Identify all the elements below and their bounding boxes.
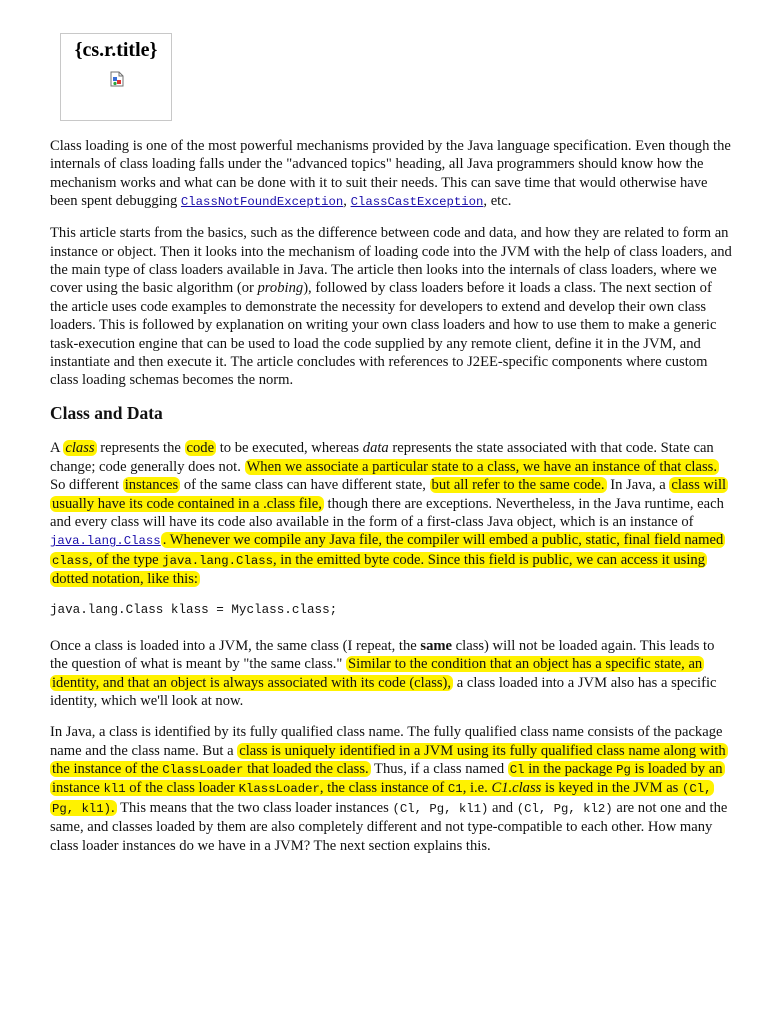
highlight: class is uniquely identified in a JVM using its fully qualified class name along with the instance of the ClassLoader that loaded the class. — [52, 742, 726, 777]
highlight: class will usually have its code contained in a .class file, — [52, 477, 727, 512]
link-java-lang-class[interactable]: java.lang.Class — [50, 534, 161, 549]
link-classnotfoundexception[interactable]: ClassNotFoundException — [180, 195, 344, 210]
highlight: When we associate a particular state to a class, we have an instance of that class. — [246, 458, 717, 475]
highlight: . Whenever we compile any Java file, the compiler will embed a public, static, final field named class, of the type java.lang.Class, in the emitted byte code. Since this field is public, we can access it using dotted notation, like this: — [52, 532, 724, 588]
code-example: java.lang.Class klass = Myclass.class; — [50, 603, 338, 618]
title-image-box — [60, 33, 172, 121]
article-body — [50, 137, 732, 868]
highlight: but all refer to the same code. — [431, 477, 605, 494]
highlight: code — [186, 440, 215, 457]
identity-paragraph: In Java, a class is identified by its fully qualified class name. The fully qualified class name consists of the package name and the class name. But a class is uniquely identified in a JVM using its fully qualified class name along with the instance of the ClassLoader that loaded the class. Thus, if a class named Cl in the package Pg is loaded by an instance kl1 of the class loader KlassLoader, the class instance of C1, i.e. C1.class is keyed in the JVM as (Cl, Pg, kl1). This means that the two class loader instances (Cl, Pg, kl1) and (Cl, Pg, kl2) are not one and the same, and classes loaded by them are also completely different and not type-compatible to each other. How many class loader instances do we have in a JVM? The next section explains this. — [50, 724, 728, 854]
highlight: Similar to the condition that an object has a specific state, an identity, and that an object is always associated with its code (class), — [52, 656, 703, 691]
highlight: class — [65, 440, 95, 457]
article-title: {cs.r.title} — [74, 39, 158, 61]
broken-image-icon — [110, 71, 124, 87]
highlight: Cl in the package Pg is loaded by an instance kl1 of the class loader KlassLoader, the class instance of C1, i.e. C1.class is keyed in the JVM as (Cl, Pg, kl1). — [52, 760, 723, 816]
intro-paragraph-1: Class loading is one of the most powerful mechanisms provided by the Java language specification. Even though the internals of class loading falls under the "advanced topics" heading, all Java programmers should know how the mechanism works and what can be done with it to suit their needs. This can save time that would otherwise have been spent debugging ClassNotFoundException, ClassCastException, etc. — [50, 138, 731, 210]
class-data-paragraph: A class represents the code to be executed, whereas data represents the state associated with that code. State can change; code generally does not. When we associate a particular state to a class, we have an instance of that class. So different instances of the same class can have different state, but all refer to the same code. In Java, a class will usually have its code contained in a .class file, though there are exceptions. Nevertheless, in the Java runtime, each and every class will have its code also available in the form of a first-class Java object, which is an instance of java.lang.Class . Whenever we compile any Java file, the compiler will embed a public, static, final field named class, of the type java.lang.Class, in the emitted byte code. Since this field is public, we can access it using dotted notation, like this: — [50, 440, 727, 588]
link-classcastexception[interactable]: ClassCastException — [350, 195, 484, 210]
section-heading: Class and Data — [50, 403, 163, 424]
same-class-paragraph: Once a class is loaded into a JVM, the same class (I repeat, the same class) will not be loaded again. This leads to the question of what is meant by "the same class." Similar to the condition that an object has a specific state, an identity, and that an object is always associated with its code (class), a class loaded into a JVM also has a specific identity, which we'll look at now. — [50, 638, 717, 710]
intro-paragraph-2: This article starts from the basics, such as the difference between code and data, and how they are related to form an instance or object. Then it looks into the mechanism of loading code into the JVM with the help of class loaders, and the main type of class loaders available in Java. The article then looks into the internals of class loaders, where we cover using the basic algorithm (or probing), followed by class loaders before it loads a class. The next section of the article uses code examples to demonstrate the necessity for developers to extend and develop their own class loaders. This is followed by explanation on writing your own class loaders and how to use them to make a generic task-execution engine that can be used to load the code supplied by any remote client, define it in the JVM, and instantiate and then execute it. The article concludes with references to J2EE-specific components where custom class loading schemas becomes the norm. — [50, 225, 732, 389]
highlight: instances — [124, 477, 179, 494]
